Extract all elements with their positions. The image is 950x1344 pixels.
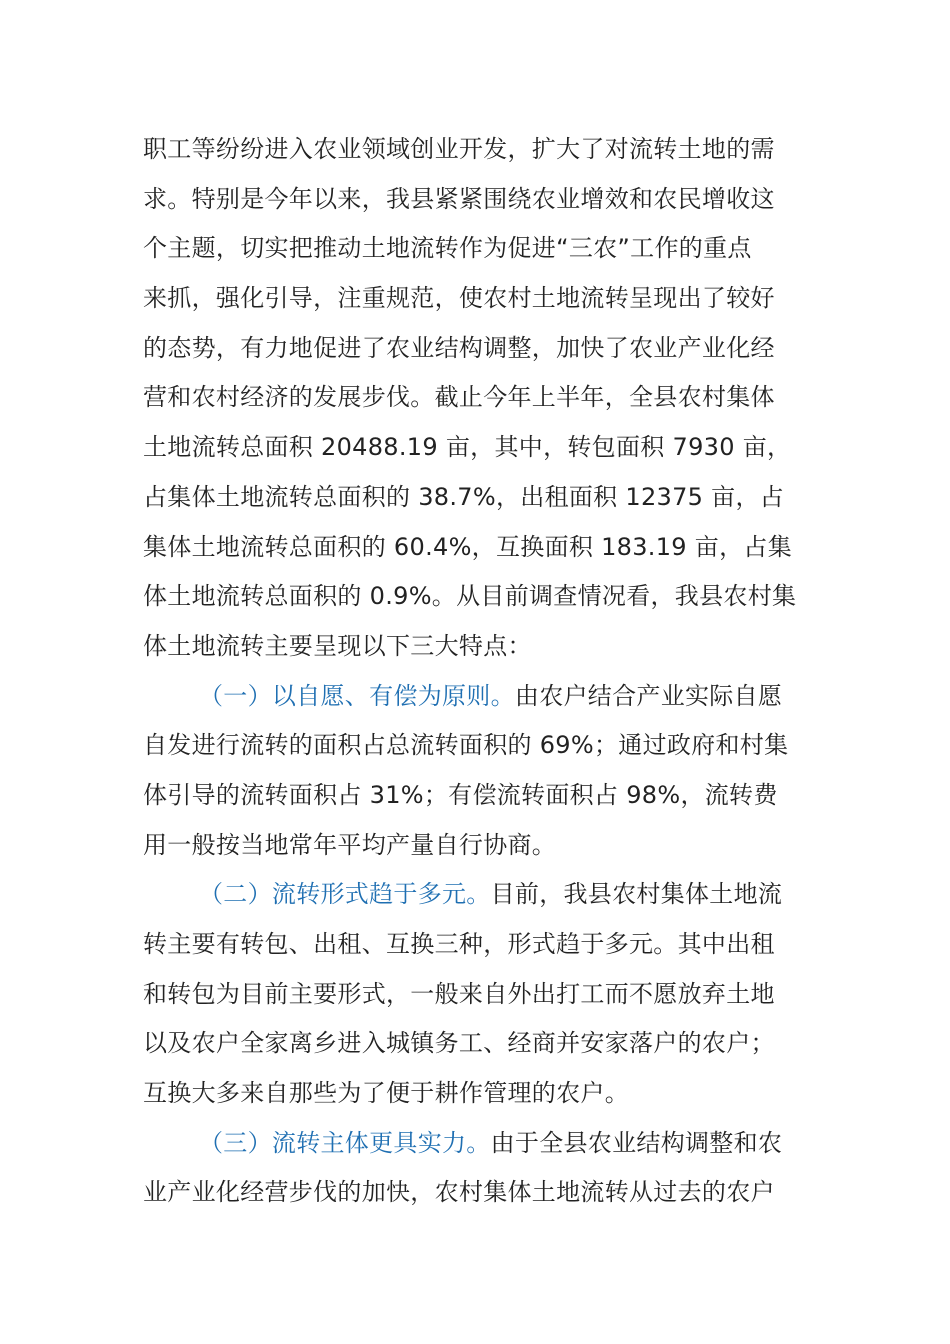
paragraph-line: 土地流转总面积 20488.19 亩，其中，转包面积 7930 亩， xyxy=(143,433,792,462)
paragraph-line: 互换大多来自那些为了便于耕作管理的农户。 xyxy=(143,1079,629,1108)
section-2-heading: （二）流转形式趋于多元。 xyxy=(199,880,491,909)
paragraph-line: 用一般按当地常年平均产量自行协商。 xyxy=(143,830,557,859)
paragraph-line: 求。特别是今年以来，我县紧紧围绕农业增效和农民增收这 xyxy=(143,184,775,213)
section-1-first-line xyxy=(143,672,813,722)
paragraph-line: 和转包为目前主要形式，一般来自外出打工而不愿放弃土地 xyxy=(143,979,775,1008)
section-3-first-line xyxy=(143,1119,813,1169)
paragraph-line: 体土地流转主要呈现以下三大特点： xyxy=(143,631,532,660)
paragraph-line: 业产业化经营步伐的加快，农村集体土地流转从过去的农户 xyxy=(143,1178,775,1207)
section-3-first-line-text: 由于全县农业结构调整和农 xyxy=(490,1128,783,1157)
paragraph-line: 自发进行流转的面积占总流转面积的 69%；通过政府和村集 xyxy=(143,731,789,760)
paragraph-line: 体土地流转总面积的 0.9%。从目前调查情况看，我县农村集 xyxy=(143,582,797,611)
paragraph-line: 职工等纷纷进入农业领域创业开发，扩大了对流转土地的需 xyxy=(143,135,775,163)
section-2-paragraph xyxy=(143,870,813,1118)
document-body xyxy=(143,125,813,1218)
section-1-paragraph xyxy=(143,672,813,871)
paragraph-line: 来抓，强化引导，注重规范，使农村土地流转呈现出了较好 xyxy=(143,284,775,313)
paragraph-line: 占集体土地流转总面积的 38.7%，出租面积 12375 亩，占 xyxy=(143,482,785,511)
section-1-heading: （一）以自愿、有偿为原则。 xyxy=(199,681,515,710)
section-2-first-line-text: 目前，我县农村集体土地流 xyxy=(490,880,783,909)
intro-paragraph xyxy=(143,125,813,672)
paragraph-line: 营和农村经济的发展步伐。截止今年上半年，全县农村集体 xyxy=(143,383,775,412)
section-2-first-line xyxy=(143,870,813,920)
paragraph-line: 转主要有转包、出租、互换三种，形式趋于多元。其中出租 xyxy=(143,930,775,958)
section-3-paragraph xyxy=(143,1119,813,1218)
paragraph-line: 个主题，切实把推动土地流转作为促进“三农”工作的重点 xyxy=(143,234,752,263)
paragraph-line: 以及农户全家离乡进入城镇务工、经商并安家落户的农户； xyxy=(143,1029,775,1058)
paragraph-line: 的态势，有力地促进了农业结构调整，加快了农业产业化经 xyxy=(143,333,775,362)
section-1-first-line-text: 由农户结合产业实际自愿 xyxy=(514,681,783,710)
section-3-heading: （三）流转主体更具实力。 xyxy=(199,1128,491,1157)
paragraph-line: 集体土地流转总面积的 60.4%，互换面积 183.19 亩，占集 xyxy=(143,532,793,561)
paragraph-line: 体引导的流转面积占 31%；有偿流转面积占 98%，流转费 xyxy=(143,780,778,809)
